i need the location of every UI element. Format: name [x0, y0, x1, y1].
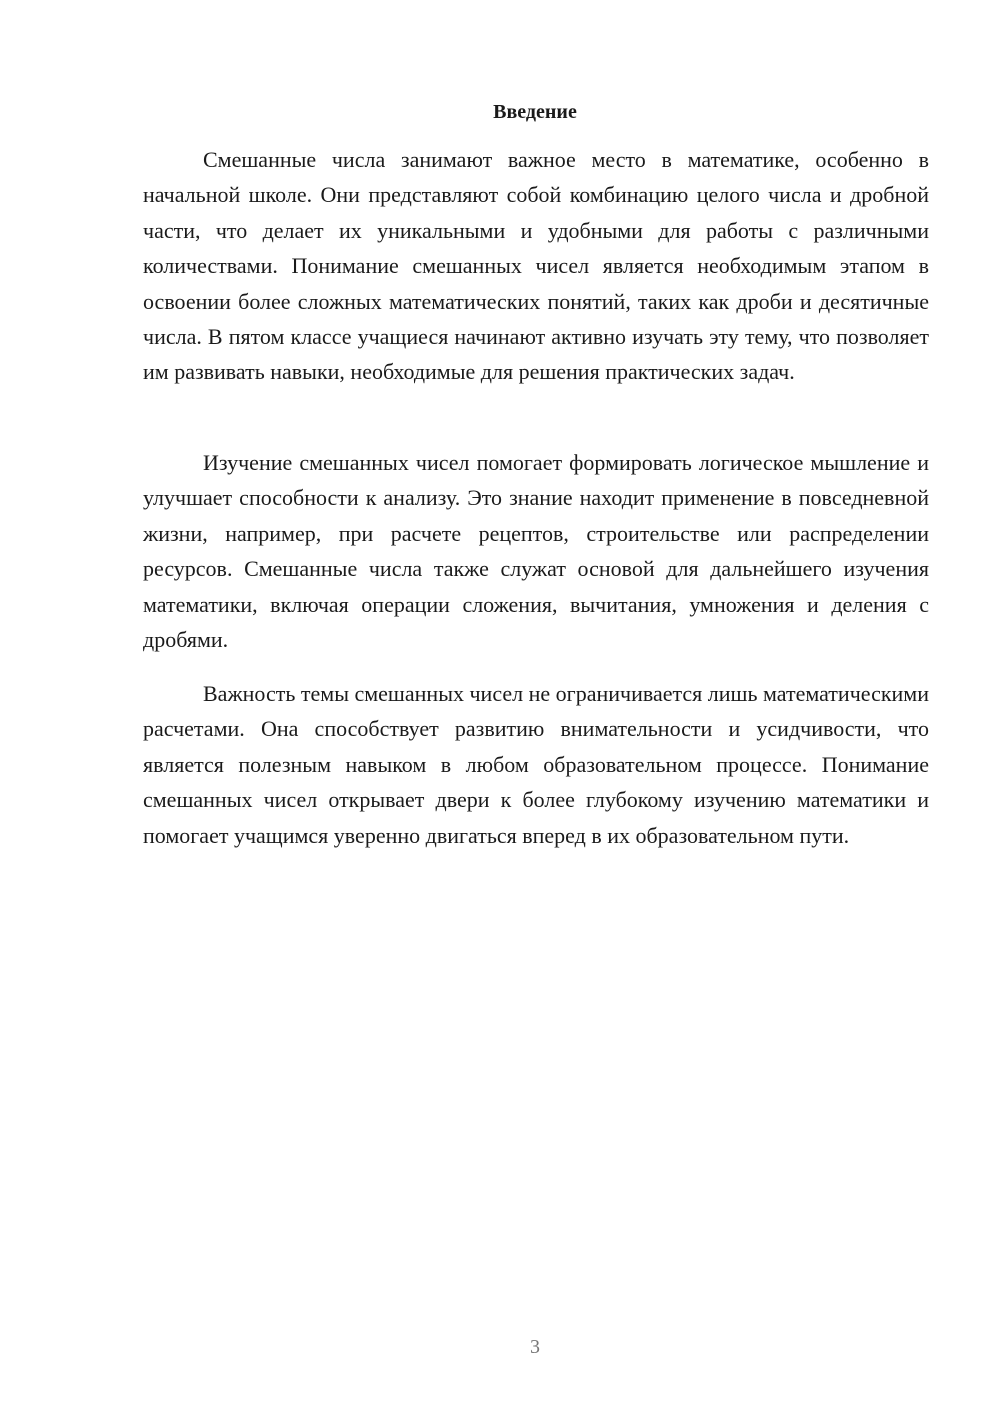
body-paragraph: Изучение смешанных чисел помогает формировать логическое мышление и улучшает способности к анализу. Это знание находит применение в повседневной жизни, например, при расчете рецептов, строительстве или распределении ресурсов. Смешанные числа также служат основой для дальнейшего изучения математики, включая операции сложения, вычитания, умножения и деления с дробями.: [143, 450, 929, 653]
section-title: Введение: [493, 101, 577, 123]
paragraph-1-block: [143, 142, 929, 390]
body-paragraph: Смешанные числа занимают важное место в математике, особенно в начальной школе. Они представляют собой комбинацию целого числа и дробной части, что делает их уникальными и удобными для работы с различными количествами. Понимание смешанных чисел является необходимым этапом в освоении более сложных математических понятий, таких как дроби и десятичные числа. В пятом классе учащиеся начинают активно изучать эту тему, что позволяет им развивать навыки, необходимые для решения практических задач.: [143, 147, 929, 385]
body-paragraph: Важность темы смешанных чисел не ограничивается лишь математическими расчетами. Она способствует развитию внимательности и усидчивости, что является полезным навыком в любом образовательном процессе. Понимание смешанных чисел открывает двери к более глубокому изучению математики и помогает учащимся уверенно двигаться вперед в их образовательном пути.: [143, 681, 929, 848]
page-number: 3: [530, 1336, 540, 1358]
paragraph-2-block: [143, 445, 929, 657]
paragraph-3-block: [143, 676, 929, 853]
